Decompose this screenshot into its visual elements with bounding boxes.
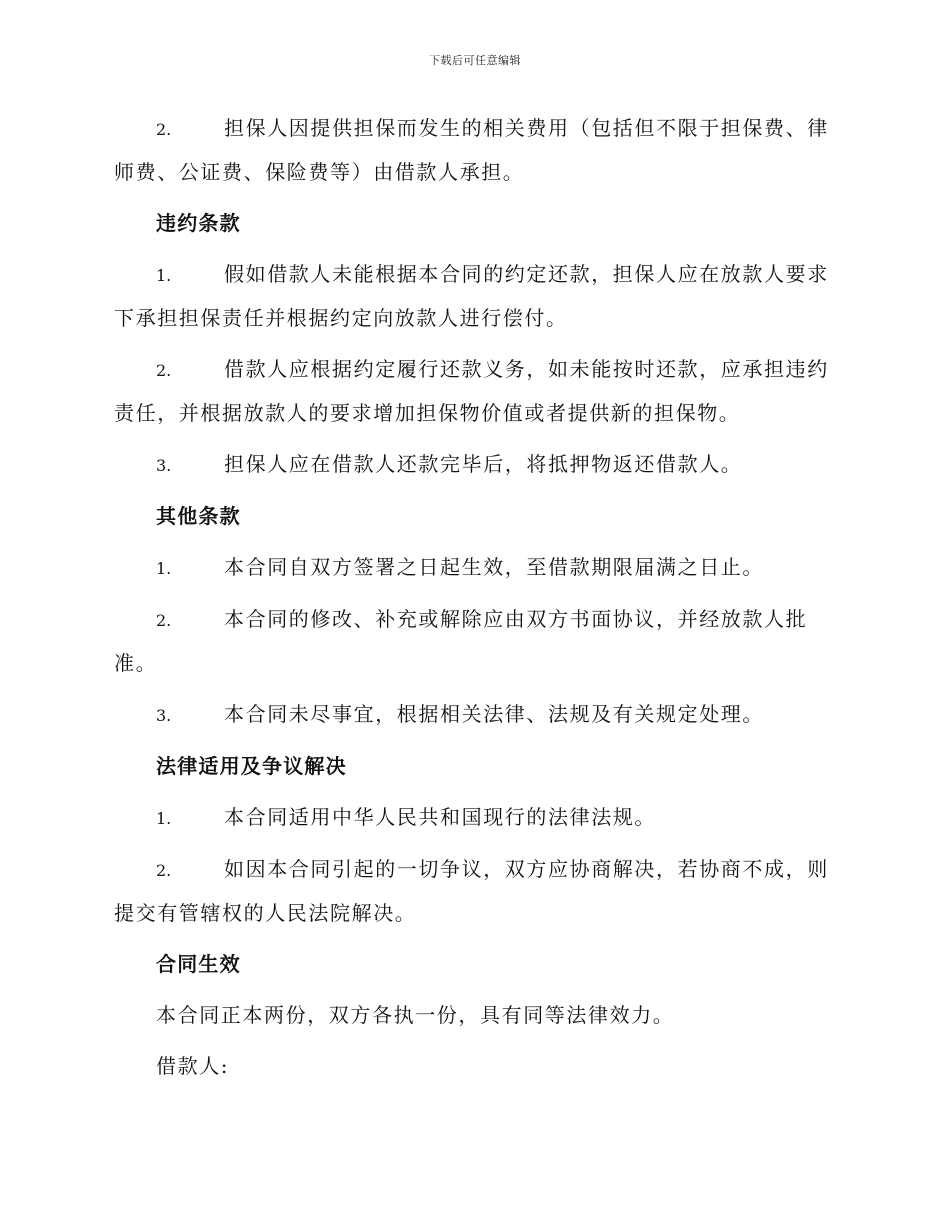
clause-number: 1.	[156, 266, 172, 285]
section-heading: 其他条款	[156, 504, 241, 528]
signature-label: 借款人:	[156, 1054, 230, 1078]
clause-text: 借款人应根据约定履行还款义务，如未能按时还款，应承担违约责任，并根据放款人的要求增加担保物价值或者提供新的担保物。	[114, 357, 829, 425]
clause-text: 本合同正本两份，双方各执一份，具有同等法律效力。	[156, 1003, 675, 1027]
page-header-note: 下载后可任意编辑	[429, 54, 521, 67]
clause-paragraph	[114, 693, 836, 737]
clause-number: 2.	[156, 361, 172, 380]
clause-number: 2.	[156, 611, 172, 630]
clause-text: 本合同自双方签署之日起生效，至借款期限届满之日止。	[224, 555, 764, 579]
clause-paragraph	[114, 848, 836, 935]
section-heading: 法律适用及争议解决	[156, 754, 347, 778]
clause-paragraph	[114, 796, 836, 840]
effect-paragraph	[114, 994, 836, 1037]
clause-text: 假如借款人未能根据本合同的约定还款，担保人应在放款人要求下承担担保责任并根据约定向放款人进行偿付。	[114, 262, 829, 330]
clause-text: 如因本合同引起的一切争议，双方应协商解决，若协商不成，则提交有管辖权的人民法院解决。	[114, 857, 829, 925]
clause-paragraph	[114, 443, 836, 487]
clause-text: 本合同的修改、补充或解除应由双方书面协议，并经放款人批准。	[114, 607, 808, 675]
signature-line-borrower	[114, 1045, 836, 1088]
clause-number: 1.	[156, 809, 172, 828]
clause-number: 2.	[156, 861, 172, 880]
clause-number: 3.	[156, 456, 172, 475]
clause-number: 2.	[156, 120, 172, 139]
clause-paragraph	[114, 546, 836, 590]
section-heading: 合同生效	[156, 952, 241, 976]
clause-paragraph	[114, 107, 836, 194]
clause-text: 本合同适用中华人民共和国现行的法律法规。	[224, 805, 656, 829]
document-body	[114, 107, 836, 1096]
clause-text: 担保人应在借款人还款完毕后，将抵押物返还借款人。	[224, 452, 743, 476]
section-heading: 违约条款	[156, 211, 241, 235]
clause-number: 1.	[156, 559, 172, 578]
clause-text: 担保人因提供担保而发生的相关费用（包括但不限于担保费、律师费、公证费、保险费等）由借款人承担。	[114, 116, 829, 184]
clause-number: 3.	[156, 706, 172, 725]
clause-paragraph	[114, 348, 836, 435]
clause-paragraph	[114, 598, 836, 685]
clause-text: 本合同未尽事宜，根据相关法律、法规及有关规定处理。	[224, 702, 764, 726]
clause-paragraph	[114, 253, 836, 340]
